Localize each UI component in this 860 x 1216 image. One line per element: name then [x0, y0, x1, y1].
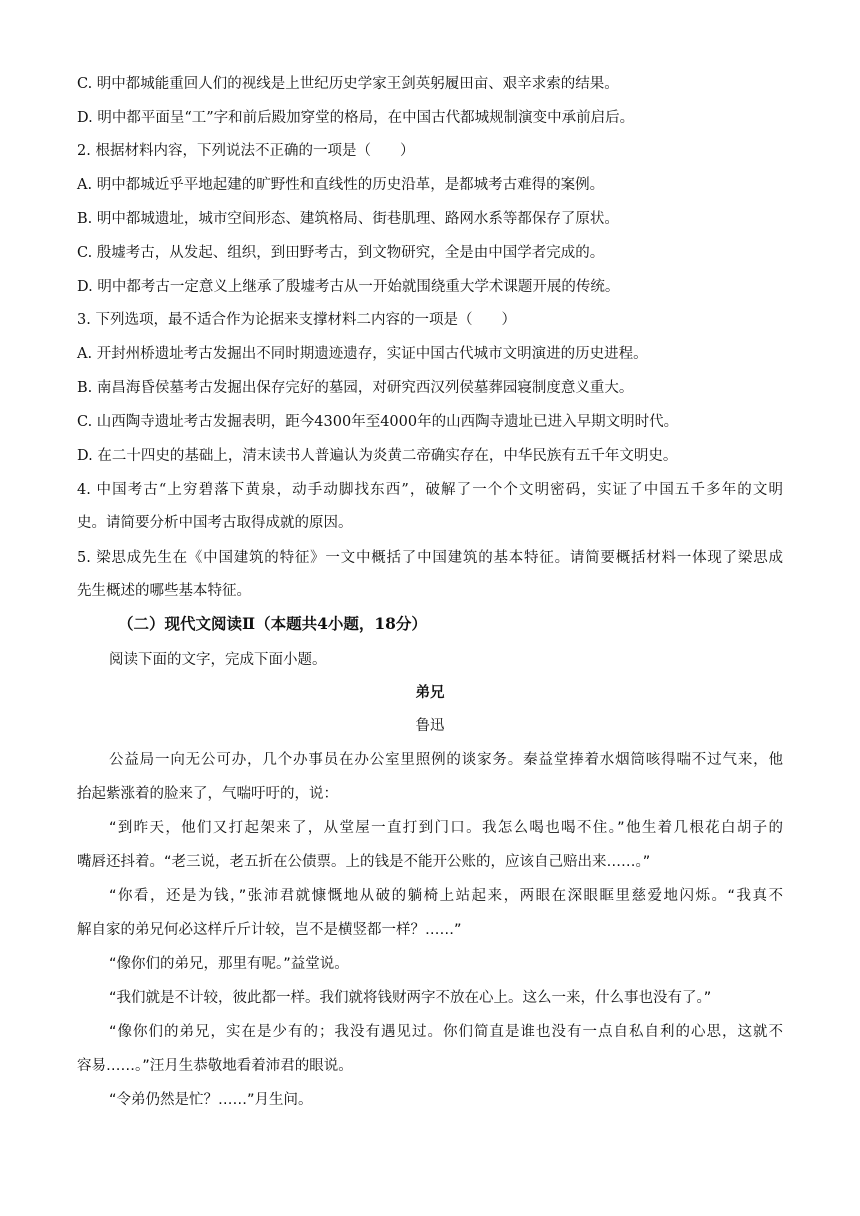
q1-option-c: C. 明中都城能重回人们的视线是上世纪历史学家王剑英躬履田亩、艰辛求索的结果。 [77, 76, 619, 92]
story-paragraph-line: 解自家的弟兄何必这样斤斤计较，岂不是横竖都一样？……” [77, 922, 462, 938]
q2-option-d: D. 明中都考古一定意义上继承了殷墟考古从一开始就围绕重大学术课题开展的传统。 [77, 279, 620, 295]
story-paragraph-line: “你看，还是为钱，”张沛君就慷慨地从破的躺椅上站起来，两眼在深眼眶里慈爱地闪烁。“我真不 [109, 888, 783, 904]
q5-line-2: 先生概述的哪些基本特征。 [77, 583, 251, 599]
q3-option-a: A. 开封州桥遗址考古发掘出不同时期遗迹遗存，实证中国古代城市文明演进的历史进程。 [77, 346, 648, 362]
story-paragraph-line: “像你们的弟兄，那里有呢。”益堂说。 [109, 956, 349, 972]
story-paragraph-line: 公益局一向无公可办，几个办事员在办公室里照例的谈家务。秦益堂捧着水烟筒咳得喘不过气来，他 [109, 752, 783, 768]
q4-line-2: 史。请简要分析中国考古取得成就的原因。 [77, 515, 353, 531]
story-title: 弟兄 [415, 684, 445, 701]
q2-stem: 2. 根据材料内容，下列说法不正确的一项是（ ） [77, 143, 415, 159]
story-paragraph-line: “像你们的弟兄，实在是少有的；我没有遇见过。你们简直是谁也没有一点自私自利的心思，这就不 [109, 1024, 783, 1040]
q5-line-1: 5. 梁思成先生在《中国建筑的特征》一文中概括了中国建筑的基本特征。请简要概括材料一体现了梁思成 [77, 550, 783, 566]
story-paragraph-line: 容易……。”汪月生恭敬地看着沛君的眼说。 [77, 1058, 353, 1074]
story-paragraph-line: “我们就是不计较，彼此都一样。我们就将钱财两字不放在心上。这么一来，什么事也没有了。” [109, 990, 712, 1006]
q2-option-c: C. 殷墟考古，从发起、组织，到田野考古，到文物研究，全是由中国学者完成的。 [77, 245, 605, 261]
section-heading: （二）现代文阅读Ⅱ（本题共4小题，18分） [118, 614, 427, 633]
q2-option-a: A. 明中都城近乎平地起建的旷野性和直线性的历史沿革，是都城考古难得的案例。 [77, 177, 605, 193]
section-instruction: 阅读下面的文字，完成下面小题。 [109, 652, 327, 668]
q2-option-b: B. 明中都城遗址，城市空间形态、建筑格局、街巷肌理、路网水系等都保存了原状。 [77, 211, 619, 227]
q3-option-d: D. 在二十四史的基础上，清末读书人普遍认为炎黄二帝确实存在，中华民族有五千年文明史。 [77, 448, 678, 464]
story-paragraph-line: “到昨天，他们又打起架来了，从堂屋一直打到门口。我怎么喝也喝不住。”他生着几根花白胡子的 [109, 820, 783, 836]
story-paragraph-line: 抬起紫涨着的脸来了，气喘吁吁的，说： [77, 786, 338, 802]
story-author: 鲁迅 [415, 718, 445, 734]
story-paragraph-line: “令弟仍然是忙？……”月生问。 [109, 1092, 313, 1108]
q3-stem: 3. 下列选项，最不适合作为论据来支撑材料二内容的一项是（ ） [77, 312, 516, 328]
q1-option-d: D. 明中都平面呈“工”字和前后殿加穿堂的格局，在中国古代都城规制演变中承前启后。 [77, 110, 635, 126]
q4-line-1: 4. 中国考古“上穷碧落下黄泉，动手动脚找东西”，破解了一个个文明密码，实证了中国五千多年的文明 [77, 482, 783, 498]
story-paragraph-line: 嘴唇还抖着。“老三说，老五折在公债票。上的钱是不能开公账的，应该自己赔出来……。” [77, 854, 651, 870]
q3-option-b: B. 南昌海昏侯墓考古发掘出保存完好的墓园，对研究西汉列侯墓葬园寝制度意义重大。 [77, 380, 634, 396]
q3-option-c: C. 山西陶寺遗址考古发掘表明，距今4300年至4000年的山西陶寺遗址已进入早期文明时代。 [77, 414, 679, 430]
